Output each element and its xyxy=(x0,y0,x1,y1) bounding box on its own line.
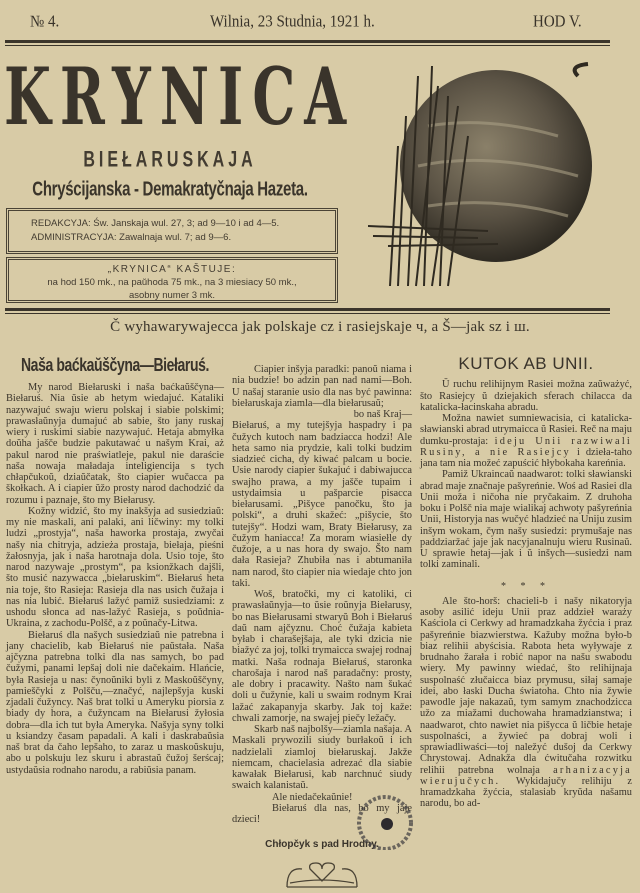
text-run: i dzieła-taho jana tam nia možeć zapuścić hłybokaha kareńnia. xyxy=(420,446,632,469)
masthead-rule xyxy=(5,308,610,314)
left-article xyxy=(6,352,224,776)
orthography-notice: Č wyhawarywajecca jak polskaje cz i rasiejskaje ч, a Š—jak sz i ш. xyxy=(110,319,530,335)
right-article xyxy=(420,354,632,810)
article-title: Naša baćkaŭščyna—Biełaruś. xyxy=(20,353,210,375)
article-line-right: bo naš Kraj— xyxy=(353,409,412,420)
price-box xyxy=(6,257,338,303)
library-stamp-icon xyxy=(352,790,418,850)
article-exclamation: Ale niedačekaŭnie! xyxy=(272,791,353,803)
article-closing: Biełaruś dla nas, bo my jaje dzieci! xyxy=(232,802,412,825)
price-line-single: asobny numer 3 mk. xyxy=(128,290,216,301)
price-title: „KRYNICA“ KAŠTUJE: xyxy=(107,264,237,275)
volume-year: HOD V. xyxy=(533,13,582,31)
masthead-subtitle: BIEŁARUSKAJA xyxy=(83,148,257,173)
emphasized-text: arhanizacyja wierujučych. xyxy=(420,764,632,787)
masthead-tagline: Chryścijanska - Demakratyčnaja Hazeta. xyxy=(32,178,308,201)
article-paragraph xyxy=(420,596,632,810)
address-box xyxy=(6,208,338,254)
dateline: Wilnia, 23 Studnia, 1921 h. xyxy=(210,13,375,31)
issue-header xyxy=(10,14,610,36)
text-run: Wykidajučy relihiju z hramadzkaha žyćcia, stalasiab kryŭda našamu narodu, bo ad- xyxy=(420,775,632,810)
text-run: Možna nawiet sumniewacisia, ci katalicka-sławianski abrad utrymaicca ŭ Rasiei. Reč na maju dumku-prostaja: xyxy=(420,413,632,447)
administration-address: ADMINISTRACYJA: Zawalnaja wul. 7; ad 9—6. xyxy=(31,232,232,243)
article-paragraph: Ciapier inšyja paradki: panoŭ niama i nia budzie! bo adzin pan nad nami—Boh. U našaj staranie usio dla nas być pawinna: biełaruskaja ziamla—dla biełarusaŭ; xyxy=(232,364,412,409)
issue-number: № 4. xyxy=(30,13,60,31)
article-title: KUTOK AB UNII. xyxy=(458,354,594,373)
article-paragraph: Biełaruś, a my tutejšyja haspadry i pa čužych kutoch nam badziacca hodzi! Ale heta samo nia prydzie, kali tolki budzim siadzieć cicha, dy kiwać palcam u bocie. Usie narody ciapier šukajuć i dabiwajucca swajho prawa, a my jašče tupaim i ustydaimsia u pašparcie pisacca biełarusami. „Pišyce panočku, što ja polski“, a druhi skažeć: „pišycie, što tutejšy“. Hodzi wam, Braty Biełarusy, za čužym haniacca! Za moram wiasiełle dy čužoje, a u nas hora dy swajo. Što nam dała Rasieja? Zhubiła nas i abtumaniła nam narod, što ciapier nia wiedaje chto jon taki. xyxy=(232,420,412,589)
article-paragraph: Skarb naš najbolšy—ziamla našaja. A Maskali prywozili siudy burłakoŭ i ich nadzielali ziamloj biełaruskaj. Jakže niemcam, chacielasia adrezać dla siabie kawałak Biełarusi, kab narchnuć siudy swaich kalanistaŭ. xyxy=(232,724,412,792)
top-rule xyxy=(5,40,610,46)
section-separator: * * * xyxy=(501,580,551,592)
article-paragraph: Kožny widzić, što my inakšyja ad susiedziaŭ: my nie maskali, ani palaki, ani ličwiny: my tolki ludzi „prostyja“, naša haworka prostaja, zwyčai našy nia chitryja, adzieża prostaja, biełaja, pieśni žałosnyja, jak i naša harotnaja dola. Usio toje, što narod nazywaje „prostym“, pa ksionžkach dajšli, što musić nazywacca „biełaruskim“. Biełaruś heta nia toje, što Rasieja: Rasieja dla nas usich čužaja i nas nia lubić. Biełaruś lažyć pamiž susiedziami: z ushodu słonca ad nas-lažyć Rasieja, s poŭdnia-Ukraina, z zachodu-Polšč, a z poŭnačy-Litwa. xyxy=(6,505,224,630)
text-run: Ale što-horš: chacieli-b i našy nikatoryja asoby asilić ideju Unii praz addzieł waraży Kaściola ci Cerkwy ad hramadzkaha žyćcia i praz pašyreńnie biazwierstwa. Kažuby možna było-b biaz relihii abyścisia. Rabota heta wyływaje z brudnaho žarała i robić napor na našu swabodu wiery. My pawinny wiedać, što relihijnaja suspolnaść złučaicca biaz prymusu, siłaj samaje idei, abo łaski Ducha światoha. Chto nia žywie pawodle jaje nakazaŭ, tym samym znachodzicca užo za miažami duchowaha hramadzianstwa; i naadwarot, chto nawiet nia pišycca ŭ ličbie hetaje suspolnaści, a žywieć pa dobraj woli i sprawiadliwaści—toj naležyć dušoj da Cerkwy Chrystowaj. Adnakža dla ćwitučaha rozwitku relihii patrebna wolnaja xyxy=(420,595,632,776)
article-paragraph: Pamiž Ukraincaŭ naadwarot: tolki sławianski abrad maje značnaje pašyreńnie. Woś ad Rasiei dla Unii moža i ničoha nie pryčakaim. Z druhoha boku i Polšč nia maje wialikaj achwoty pašyreńnia Unii, Historyja nas wučyć hladzieć na Uniju zusim inšym wokam, čym našy susiedzi: prymušaje nas paddziaržać jaje jak nacyjanalnuju wieru Rusinaŭ. U sprawie hetaj—jak i ŭ inšych—susiedzi nam tolki zaminali. xyxy=(420,469,632,571)
article-paragraph: Ŭ ruchu relihijnym Rasiei možna zaŭważyć, što Rasiejcy ŭ dziejakich sferach chilacca da katalicka-łacinskaha abradu. xyxy=(420,379,632,413)
masthead-illustration xyxy=(368,56,600,306)
masthead-title: KRYNICA xyxy=(4,49,356,143)
price-line: na hod 150 mk., na paŭhoda 75 mk., na 3 miesiacy 50 mk., xyxy=(47,277,297,288)
emphasized-text: ideju Unii razwiwali Rusiny, a nie Rasiejcy xyxy=(420,435,632,458)
heart-ornament-icon xyxy=(232,859,412,893)
editorial-address: REDAKCYJA: Św. Janskaja wul. 27, 3; ad 9—10 i ad 4—5. xyxy=(31,218,280,229)
article-paragraph: Woš, bratočki, my ci katoliki, ci prawasłaŭnyja—to ŭsie roŭnyja Biełarusy, bo nas Biełarusami stwaryŭ Boh i Biełaruś daŭ nam ajčyznu. Choć čužaja kabieta byłab i charašejšaja, ale tyki dzicia nie biažyć za joj, tolki trymaicca swajej rodnaj matki. Naša rodnaja Biełaruś, staronka charošaja i narod naš paradačny: prosty, ale dobry i pracawity. Našto nam šukać doli u čužynie, kali u swaim rodnym Krai lažać zakapanyja skarby. Jak toj kaže: chwali zamorje, na swajej piečy ležačy. xyxy=(232,589,412,724)
author-signature: Chłopčyk s pad Hrodny. xyxy=(265,839,379,851)
article-paragraph xyxy=(420,413,632,469)
article-paragraph: Biełaruś dla našych susiedziaŭ nie patrebna i jany chacielib, kab Biełaruś nie paŭstała. Naša ajčyzna patrebna tolki dla nas samych, bo pad čužymi, panami lepšaj doli nie dačekaim. Hlańcie, była Rasieja u nas: čynoŭniki byli z Maskoŭščyny, pamieščyki z Polšču,—značyć, najlepšyja kuski zjadali čužyncy. Naš brat tolki u Ameryku piorsia z biady dy hora, a čužyncam na Biełarusi žyłosia dobra—dla ich tut była Ameryka. Našyja syny tolki u ksiandzy časam papadali. A kali i daskrabaŭsia naš brat da čaho lepšaho, to zaraz u maskoŭskuju, abo u polskuju lez skuru i abrastaŭ čužoj šerścaj; ustydaŭsia rodnaho narodu, a rabiŭsia panam. xyxy=(6,629,224,776)
article-paragraph: My narod Biełaruski i naša baćkaŭščyna—Biełaruś. Nia ŭsie ab hetym wiedajuć. Kataliki nazywajuć swaju wieru polskaj i siabie polskimi; prawasłaŭnyja dumajuć ab sabie, što jany ruskaj wiery i ruskimi siabie nazywajuć. Hetaja abmyłka doŭha jašče budzie pakutawać u našym Krai, aż pakul narod nie praświatleje, pakul nie daraście naša nowaja maładaja inteligiencija s tych chłapčukoŭ, dziaŭčatak, što ciapier wučacca pa škołkach. A i ciapier ŭžo prosty narod dachodzić da rozumu i paznaje, što my Biełarusy. xyxy=(6,382,224,506)
